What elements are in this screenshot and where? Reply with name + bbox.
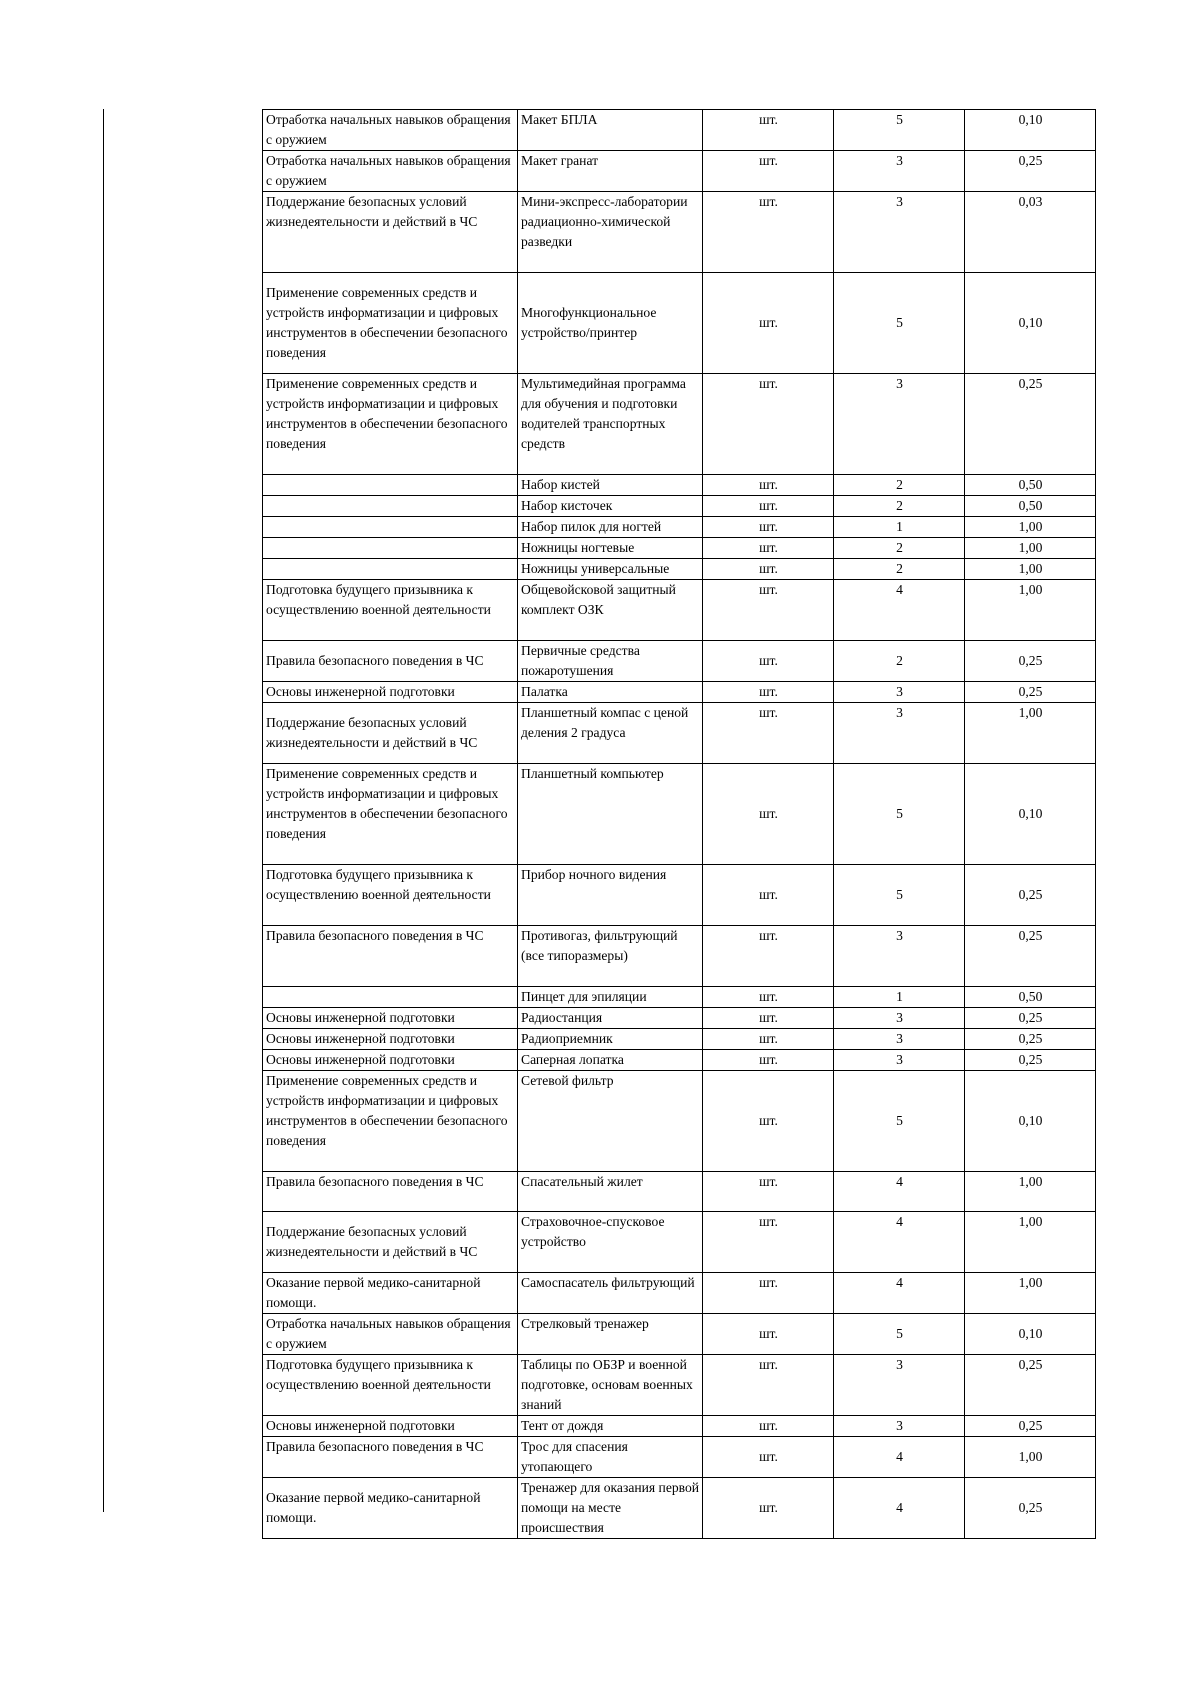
section-cell — [263, 987, 518, 1008]
item-cell: Саперная лопатка — [518, 1050, 703, 1071]
section-cell: Оказание первой медико-санитарной помощи. — [263, 1273, 518, 1314]
item-cell: Радиоприемник — [518, 1029, 703, 1050]
quantity-cell: 3 — [834, 682, 965, 703]
section-cell: Правила безопасного поведения в ЧС — [263, 1172, 518, 1212]
section-cell: Правила безопасного поведения в ЧС — [263, 1437, 518, 1478]
unit-cell: шт. — [703, 682, 834, 703]
quantity-cell: 3 — [834, 151, 965, 192]
section-cell: Основы инженерной подготовки — [263, 1050, 518, 1071]
section-cell: Отработка начальных навыков обращения с оружием — [263, 1314, 518, 1355]
section-cell — [263, 538, 518, 559]
table-row — [263, 1050, 1096, 1071]
unit-cell: шт. — [703, 1172, 834, 1212]
unit-cell: шт. — [703, 517, 834, 538]
section-cell: Поддержание безопасных условий жизнедеятельности и действий в ЧС — [263, 703, 518, 764]
item-cell: Страховочное-спусковое устройство — [518, 1212, 703, 1273]
quantity-cell: 4 — [834, 580, 965, 641]
quantity-cell: 3 — [834, 1008, 965, 1029]
table-row — [263, 496, 1096, 517]
ratio-cell: 0,25 — [965, 1008, 1096, 1029]
section-cell: Подготовка будущего призывника к осуществлению военной деятельности — [263, 1355, 518, 1416]
unit-cell: шт. — [703, 1314, 834, 1355]
ratio-cell: 0,25 — [965, 1355, 1096, 1416]
ratio-cell: 0,25 — [965, 1416, 1096, 1437]
unit-cell: шт. — [703, 475, 834, 496]
table-row — [263, 475, 1096, 496]
table-row — [263, 764, 1096, 865]
section-cell: Применение современных средств и устройств информатизации и цифровых инструментов в обеспечении безопасного поведения — [263, 273, 518, 374]
quantity-cell: 3 — [834, 1050, 965, 1071]
ratio-cell: 0,25 — [965, 926, 1096, 987]
ratio-cell: 0,10 — [965, 1071, 1096, 1172]
unit-cell: шт. — [703, 374, 834, 475]
table-row — [263, 1029, 1096, 1050]
item-cell: Таблицы по ОБЗР и военной подготовке, основам военных знаний — [518, 1355, 703, 1416]
ratio-cell: 1,00 — [965, 580, 1096, 641]
unit-cell: шт. — [703, 1355, 834, 1416]
item-cell: Набор кистей — [518, 475, 703, 496]
unit-cell: шт. — [703, 703, 834, 764]
item-cell: Трос для спасения утопающего — [518, 1437, 703, 1478]
quantity-cell: 5 — [834, 1314, 965, 1355]
table-row — [263, 682, 1096, 703]
quantity-cell: 3 — [834, 374, 965, 475]
quantity-cell: 4 — [834, 1478, 965, 1539]
section-cell: Оказание первой медико-санитарной помощи. — [263, 1478, 518, 1539]
section-cell: Поддержание безопасных условий жизнедеятельности и действий в ЧС — [263, 1212, 518, 1273]
unit-cell: шт. — [703, 559, 834, 580]
quantity-cell: 1 — [834, 517, 965, 538]
item-cell: Планшетный компас с ценой деления 2 градуса — [518, 703, 703, 764]
item-cell: Пинцет для эпиляции — [518, 987, 703, 1008]
item-cell: Набор кисточек — [518, 496, 703, 517]
quantity-cell: 4 — [834, 1172, 965, 1212]
table-row — [263, 151, 1096, 192]
table-row — [263, 1355, 1096, 1416]
item-cell: Сетевой фильтр — [518, 1071, 703, 1172]
section-cell — [263, 475, 518, 496]
quantity-cell: 5 — [834, 865, 965, 926]
item-cell: Многофункциональное устройство/принтер — [518, 273, 703, 374]
unit-cell: шт. — [703, 273, 834, 374]
item-cell: Планшетный компьютер — [518, 764, 703, 865]
unit-cell: шт. — [703, 764, 834, 865]
quantity-cell: 3 — [834, 703, 965, 764]
table-row — [263, 1071, 1096, 1172]
item-cell: Ножницы ногтевые — [518, 538, 703, 559]
item-cell: Макет гранат — [518, 151, 703, 192]
table-row — [263, 926, 1096, 987]
ratio-cell: 1,00 — [965, 1437, 1096, 1478]
quantity-cell: 3 — [834, 926, 965, 987]
quantity-cell: 1 — [834, 987, 965, 1008]
item-cell: Набор пилок для ногтей — [518, 517, 703, 538]
page-margin-line — [103, 109, 104, 1512]
section-cell: Правила безопасного поведения в ЧС — [263, 641, 518, 682]
item-cell: Прибор ночного видения — [518, 865, 703, 926]
item-cell: Стрелковый тренажер — [518, 1314, 703, 1355]
unit-cell: шт. — [703, 987, 834, 1008]
table-row — [263, 703, 1096, 764]
section-cell: Правила безопасного поведения в ЧС — [263, 926, 518, 987]
ratio-cell: 0,10 — [965, 110, 1096, 151]
ratio-cell: 0,10 — [965, 764, 1096, 865]
ratio-cell: 1,00 — [965, 703, 1096, 764]
section-cell — [263, 517, 518, 538]
item-cell: Тент от дождя — [518, 1416, 703, 1437]
quantity-cell: 2 — [834, 538, 965, 559]
section-cell — [263, 496, 518, 517]
unit-cell: шт. — [703, 641, 834, 682]
ratio-cell: 0,25 — [965, 374, 1096, 475]
ratio-cell: 0,25 — [965, 1050, 1096, 1071]
quantity-cell: 4 — [834, 1437, 965, 1478]
ratio-cell: 1,00 — [965, 517, 1096, 538]
ratio-cell: 0,25 — [965, 865, 1096, 926]
table-row — [263, 1172, 1096, 1212]
item-cell: Первичные средства пожаротушения — [518, 641, 703, 682]
ratio-cell: 0,03 — [965, 192, 1096, 273]
ratio-cell: 0,10 — [965, 1314, 1096, 1355]
section-cell: Применение современных средств и устройств информатизации и цифровых инструментов в обеспечении безопасного поведения — [263, 374, 518, 475]
table-row — [263, 559, 1096, 580]
quantity-cell: 2 — [834, 496, 965, 517]
table-row — [263, 374, 1096, 475]
unit-cell: шт. — [703, 1212, 834, 1273]
section-cell: Применение современных средств и устройств информатизации и цифровых инструментов в обеспечении безопасного поведения — [263, 1071, 518, 1172]
equipment-table — [262, 109, 1096, 1539]
item-cell: Мини-экспресс-лаборатории радиационно-химической разведки — [518, 192, 703, 273]
item-cell: Радиостанция — [518, 1008, 703, 1029]
ratio-cell: 0,50 — [965, 496, 1096, 517]
section-cell: Основы инженерной подготовки — [263, 1029, 518, 1050]
table-row — [263, 580, 1096, 641]
item-cell: Мультимедийная программа для обучения и подготовки водителей транспортных средств — [518, 374, 703, 475]
table-row — [263, 538, 1096, 559]
quantity-cell: 5 — [834, 273, 965, 374]
table-row — [263, 641, 1096, 682]
ratio-cell: 0,25 — [965, 1029, 1096, 1050]
quantity-cell: 4 — [834, 1212, 965, 1273]
ratio-cell: 0,10 — [965, 273, 1096, 374]
item-cell: Противогаз, фильтрующий (все типоразмеры) — [518, 926, 703, 987]
table-row — [263, 110, 1096, 151]
quantity-cell: 3 — [834, 1029, 965, 1050]
section-cell: Подготовка будущего призывника к осуществлению военной деятельности — [263, 865, 518, 926]
section-cell: Основы инженерной подготовки — [263, 1008, 518, 1029]
section-cell: Основы инженерной подготовки — [263, 682, 518, 703]
item-cell: Спасательный жилет — [518, 1172, 703, 1212]
unit-cell: шт. — [703, 926, 834, 987]
table-row — [263, 1008, 1096, 1029]
unit-cell: шт. — [703, 110, 834, 151]
item-cell: Общевойсковой защитный комплект ОЗК — [518, 580, 703, 641]
table-row — [263, 1212, 1096, 1273]
ratio-cell: 1,00 — [965, 559, 1096, 580]
quantity-cell: 2 — [834, 559, 965, 580]
table-row — [263, 987, 1096, 1008]
quantity-cell: 3 — [834, 1416, 965, 1437]
table-row — [263, 517, 1096, 538]
ratio-cell: 1,00 — [965, 538, 1096, 559]
unit-cell: шт. — [703, 151, 834, 192]
quantity-cell: 3 — [834, 1355, 965, 1416]
unit-cell: шт. — [703, 1050, 834, 1071]
quantity-cell: 4 — [834, 1273, 965, 1314]
ratio-cell: 0,50 — [965, 987, 1096, 1008]
section-cell: Отработка начальных навыков обращения с оружием — [263, 151, 518, 192]
ratio-cell: 1,00 — [965, 1273, 1096, 1314]
table-row — [263, 1478, 1096, 1539]
unit-cell: шт. — [703, 538, 834, 559]
item-cell: Самоспасатель фильтрующий — [518, 1273, 703, 1314]
section-cell: Применение современных средств и устройств информатизации и цифровых инструментов в обеспечении безопасного поведения — [263, 764, 518, 865]
unit-cell: шт. — [703, 1071, 834, 1172]
unit-cell: шт. — [703, 1273, 834, 1314]
ratio-cell: 0,25 — [965, 641, 1096, 682]
table-row — [263, 273, 1096, 374]
unit-cell: шт. — [703, 580, 834, 641]
table-row — [263, 1416, 1096, 1437]
table-row — [263, 1273, 1096, 1314]
ratio-cell: 1,00 — [965, 1212, 1096, 1273]
item-cell: Палатка — [518, 682, 703, 703]
unit-cell: шт. — [703, 1416, 834, 1437]
section-cell: Основы инженерной подготовки — [263, 1416, 518, 1437]
quantity-cell: 2 — [834, 641, 965, 682]
item-cell: Тренажер для оказания первой помощи на месте происшествия — [518, 1478, 703, 1539]
ratio-cell: 0,25 — [965, 151, 1096, 192]
ratio-cell: 0,25 — [965, 1478, 1096, 1539]
quantity-cell: 5 — [834, 764, 965, 865]
unit-cell: шт. — [703, 496, 834, 517]
unit-cell: шт. — [703, 1478, 834, 1539]
unit-cell: шт. — [703, 1008, 834, 1029]
table-row — [263, 865, 1096, 926]
item-cell: Макет БПЛА — [518, 110, 703, 151]
unit-cell: шт. — [703, 1029, 834, 1050]
section-cell — [263, 559, 518, 580]
item-cell: Ножницы универсальные — [518, 559, 703, 580]
section-cell: Отработка начальных навыков обращения с оружием — [263, 110, 518, 151]
unit-cell: шт. — [703, 1437, 834, 1478]
quantity-cell: 2 — [834, 475, 965, 496]
unit-cell: шт. — [703, 865, 834, 926]
quantity-cell: 3 — [834, 192, 965, 273]
table-row — [263, 192, 1096, 273]
table-row — [263, 1314, 1096, 1355]
unit-cell: шт. — [703, 192, 834, 273]
ratio-cell: 0,50 — [965, 475, 1096, 496]
table-row — [263, 1437, 1096, 1478]
quantity-cell: 5 — [834, 110, 965, 151]
section-cell: Подготовка будущего призывника к осуществлению военной деятельности — [263, 580, 518, 641]
ratio-cell: 1,00 — [965, 1172, 1096, 1212]
quantity-cell: 5 — [834, 1071, 965, 1172]
ratio-cell: 0,25 — [965, 682, 1096, 703]
section-cell: Поддержание безопасных условий жизнедеятельности и действий в ЧС — [263, 192, 518, 273]
